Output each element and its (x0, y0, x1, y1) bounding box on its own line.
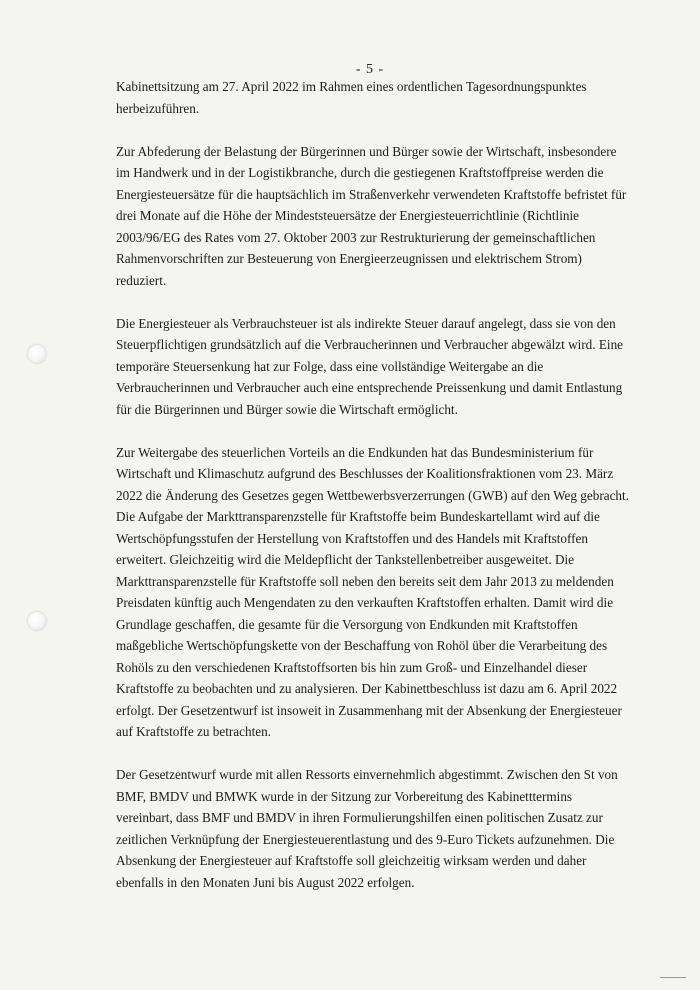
paragraph-4: Zur Weitergabe des steuerlichen Vorteils an die Endkunden hat das Bundesministerium für Wirtschaft und Klimaschutz aufgrund des Beschlusses der Koalitionsfraktionen vom 23. März 2022 die Änderung des Gesetzes gegen Wettbewerbsverzerrungen (GWB) auf den Weg gebracht. Die Aufgabe der Markttransparenzstelle für Kraftstoffe beim Bundeskartellamt wird auf die Wertschöpfungsstufen der Herstellung von Kraftstoffen und des Handels mit Kraftstoffen erweitert. Gleichzeitig wird die Meldepflicht der Tankstellenbetreiber ausgeweitet. Die Markttransparenzstelle für Kraftstoffe soll neben den bereits seit dem Jahr 2013 zu meldenden Preisdaten künftig auch Mengendaten zu den verkauften Kraftstoffen erhalten. Damit wird die Grundlage geschaffen, die gesamte für die Versorgung von Endkunden mit Kraftstoffen maßgebliche Wertschöpfungskette von der Beschaffung von Rohöl über die Verarbeitung des Rohöls zu den verschiedenen Kraftstoffsorten bis hin zum Groß- und Einzelhandel dieser Kraftstoffe zu beobachten und zu analysieren. Der Kabinettbeschluss ist dazu am 6. April 2022 erfolgt. Der Gesetzentwurf ist insoweit in Zusammenhang mit der Absenkung der Energiesteuer auf Kraftstoffe zu betrachten. (116, 444, 629, 739)
scan-edge-mark (660, 977, 686, 978)
paragraph-2: Zur Abfederung der Belastung der Bürgerinnen und Bürger sowie der Wirtschaft, insbesondere im Handwerk und in der Logistikbranche, durch die gestiegenen Kraftstoffpreise werden die Energiesteuersätze für die hauptsächlich im Straßenverkehr verwendeten Kraftstoffe befristet für drei Monate auf die Höhe der Mindeststeuersätze der Energiesteuerrichtlinie (Richtlinie 2003/96/EG des Rates vom 27. Oktober 2003 zur Restrukturierung der gemeinschaftlichen Rahmenvorschriften zur Besteuerung von Energieerzeugnissen und elektrischem Strom) reduziert. (116, 143, 627, 288)
punch-hole (28, 612, 46, 630)
punch-hole (28, 345, 46, 363)
page-number: - 5 - (355, 62, 385, 77)
paragraph-3: Die Energiesteuer als Verbrauchsteuer ist als indirekte Steuer darauf angelegt, dass sie von den Steuerpflichtigen grundsätzlich auf die Verbraucherinnen und Verbraucher abgewälzt wird. Eine temporäre Steuersenkung hat zur Folge, dass eine vollständige Weitergabe an die Verbraucherinnen und Verbraucher auch eine entsprechende Preissenkung und damit Entlastung für die Bürgerinnen und Bürger sowie die Wirtschaft ermöglicht. (116, 315, 624, 417)
document-body (116, 76, 632, 915)
paragraph-5: Der Gesetzentwurf wurde mit allen Ressorts einvernehmlich abgestimmt. Zwischen den St von BMF, BMDV und BMWK wurde in der Sitzung zur Vorbereitung des Kabinetttermins vereinbart, dass BMF und BMDV in ihren Formulierungshilfen einen politischen Zusatz zur zeitlichen Verknüpfung der Energiesteuerentlastung und des 9-Euro Tickets aufzunehmen. Die Absenkung der Energiesteuer auf Kraftstoffe soll gleichzeitig wirksam werden und daher ebenfalls in den Monaten Juni bis August 2022 erfolgen. (116, 767, 618, 890)
paragraph-1: Kabinettsitzung am 27. April 2022 im Rahmen eines ordentlichen Tagesordnungspunktes herbeizuführen. (116, 79, 587, 116)
